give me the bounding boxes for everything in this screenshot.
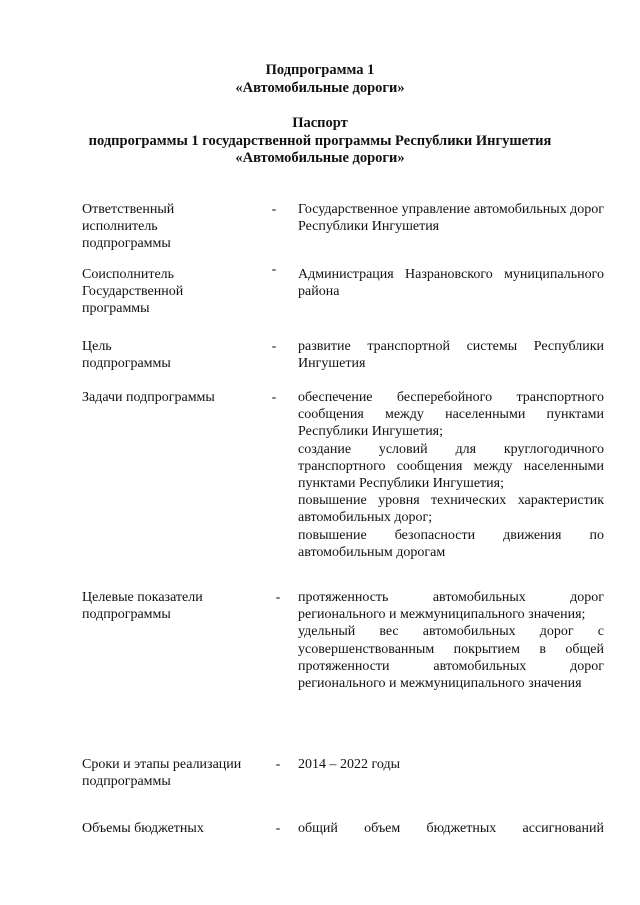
row-label bbox=[82, 266, 262, 318]
label-line: подпрограммы bbox=[82, 607, 171, 623]
label-line: Государственной bbox=[82, 284, 184, 300]
row-value bbox=[298, 756, 604, 773]
label-line: подпрограммы bbox=[82, 356, 171, 372]
row-value bbox=[298, 589, 604, 692]
label-line: Цель bbox=[82, 339, 112, 354]
label-line: Соисполнитель bbox=[82, 267, 175, 282]
value-item: Государственное управление автомобильных дорог Республики Ингушетия bbox=[298, 202, 604, 235]
row-value bbox=[298, 389, 604, 561]
passport-subtitle: подпрограммы 1 государственной программы Республики Ингушетия bbox=[88, 133, 552, 149]
row-dash: - bbox=[271, 390, 277, 405]
row-dash: - bbox=[271, 339, 277, 354]
label-line: подпрограммы bbox=[82, 236, 171, 252]
row-dash: - bbox=[275, 757, 281, 772]
row-label bbox=[82, 338, 262, 372]
value-item: протяженность автомобильных дорог регионального и межмуниципального значения; bbox=[298, 590, 604, 623]
row-label bbox=[82, 756, 262, 790]
row-dash: - bbox=[271, 262, 277, 277]
value-item: развитие транспортной системы Республики Ингушетия bbox=[298, 339, 604, 372]
row-value bbox=[298, 266, 604, 300]
row-dash: - bbox=[271, 202, 277, 217]
label-line: Ответственный bbox=[82, 202, 175, 217]
label-line: исполнитель bbox=[82, 219, 158, 235]
value-item: повышение уровня технических характеристик автомобильных дорог; bbox=[298, 493, 604, 526]
passport-title: Паспорт bbox=[292, 115, 348, 131]
value-item: Администрация Назрановского муниципального района bbox=[298, 267, 604, 300]
label-line: программы bbox=[82, 301, 150, 317]
row-label bbox=[82, 589, 262, 623]
row-value bbox=[298, 201, 604, 235]
value-item: 2014 – 2022 годы bbox=[298, 757, 401, 772]
row-value bbox=[298, 338, 604, 372]
value-item: обеспечение бесперебойного транспортного сообщения между населенными пунктами Республики Ингушетия; bbox=[298, 390, 604, 440]
row-value bbox=[298, 820, 604, 837]
subprogram-name: «Автомобильные дороги» bbox=[235, 80, 405, 96]
label-line: Объемы бюджетных bbox=[82, 821, 204, 836]
label-line: Сроки и этапы реализации bbox=[82, 757, 242, 772]
subprogram-title: Подпрограмма 1 bbox=[265, 62, 375, 78]
value-item: удельный вес автомобильных дорог с усовершенствованным покрытием в общей протяженности автомобильных дорог регионального и межмуниципального значения bbox=[298, 624, 604, 692]
row-label bbox=[82, 820, 262, 837]
passport-program-name: «Автомобильные дороги» bbox=[235, 150, 405, 166]
label-line: Задачи подпрограммы bbox=[82, 390, 215, 405]
value-item: общий объем бюджетных ассигнований bbox=[298, 821, 604, 836]
value-item: создание условий для круглогодичного транспортного сообщения между населенными пунктами Республики Ингушетия; bbox=[298, 441, 604, 492]
row-label bbox=[82, 201, 262, 253]
row-dash: - bbox=[275, 590, 281, 605]
label-line: подпрограммы bbox=[82, 774, 171, 790]
row-label bbox=[82, 389, 262, 406]
value-item: повышение безопасности движения по автомобильным дорогам bbox=[298, 527, 604, 560]
label-line: Целевые показатели bbox=[82, 590, 203, 605]
row-dash: - bbox=[275, 821, 281, 836]
